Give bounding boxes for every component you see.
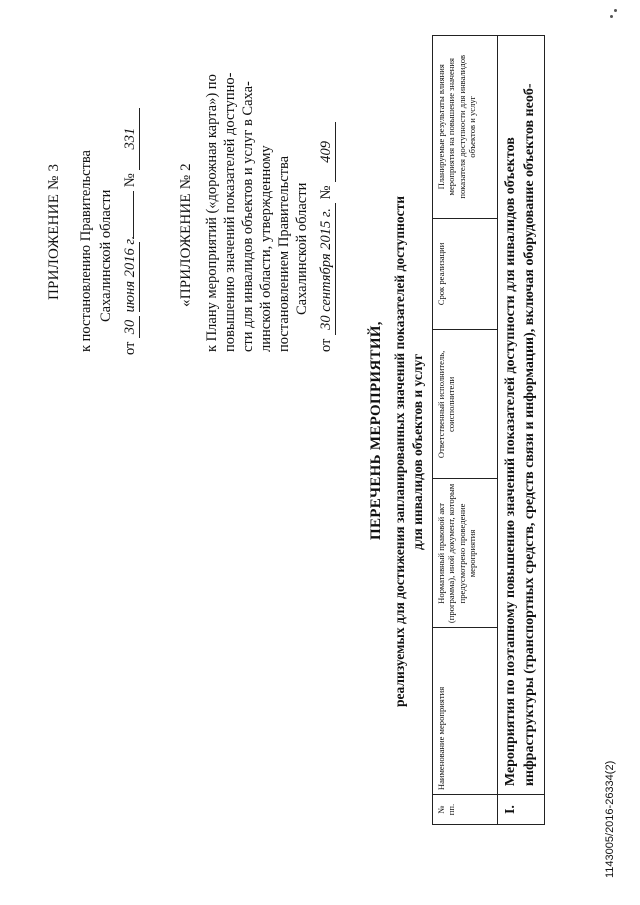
annex3-date-blank xyxy=(133,191,134,239)
annex2-date-line xyxy=(318,122,336,352)
annex2-date: 30 сентября 2015 г. xyxy=(318,203,336,335)
annex3-line1: к постановлению Правительства xyxy=(78,150,94,352)
annex3-number: 331 xyxy=(122,108,140,170)
table-header-row xyxy=(433,36,498,825)
scan-speck xyxy=(610,15,613,18)
annex3-title: ПРИЛОЖЕНИЕ № 3 xyxy=(46,163,62,300)
col-header-measure-name: Наименование мероприятия xyxy=(433,628,498,795)
annex2-number: 409 xyxy=(318,122,336,182)
annex3-line2: Сахалинской области xyxy=(98,189,114,322)
annex2-number-sign: № xyxy=(318,185,334,200)
col-header-deadline: Срок реализации xyxy=(433,218,498,330)
annex3-number-sign: № xyxy=(122,173,138,188)
annex2-line1: к Плану мероприятий («дорожная карта») по xyxy=(204,74,220,352)
list-subtitle-line1: реализуемых для достижения запланированных значений показателей доступности xyxy=(392,195,407,707)
col-header-planned-results: Планируемые результаты влияния мероприятия на повышение значения показателя доступности для инвалидов объектов и услуг xyxy=(433,36,498,219)
annex3-month-year: июня 2016 г. xyxy=(122,235,138,313)
annex2-date-prefix: от xyxy=(318,338,334,352)
annex2-title: «ПРИЛОЖЕНИЕ № 2 xyxy=(178,163,194,307)
col-header-legal-act: Нормативный правовой акт (программа), иной документ, которым предусмотрено проведение мероприятия xyxy=(433,479,498,628)
scan-speck xyxy=(614,9,617,12)
col-header-number: № пп. xyxy=(433,795,498,825)
section-heading-text: Мероприятия по поэтапному повышению значений показателей доступности для инвалидов объектов инфраструктуры (транспортных средств, средств связи и информации), включая оборудование объектов необ- xyxy=(498,36,545,795)
annex3-day: 30 xyxy=(122,316,140,338)
document-code: 1143005/2016-26334(2) xyxy=(604,760,616,878)
list-title: ПЕРЕЧЕНЬ МЕРОПРИЯТИЙ, xyxy=(368,321,384,540)
annex2-line2: повышению значений показателей доступно- xyxy=(222,72,238,352)
annex2-line3: сти для инвалидов объектов и услуг в Саха- xyxy=(240,81,256,352)
col-header-executor: Ответственный исполнитель, соисполнители xyxy=(433,330,498,479)
annex2-line4: линской области, утвержденному xyxy=(258,145,274,352)
annex2-line5: постановлением Правительства xyxy=(276,155,292,352)
annex2-line6: Сахалинской области xyxy=(294,182,310,315)
section-number: I. xyxy=(498,795,545,825)
table-section-row xyxy=(498,36,545,825)
annex3-date-prefix: от xyxy=(122,341,138,355)
measures-table xyxy=(432,35,545,825)
list-subtitle-line2: для инвалидов объектов и услуг xyxy=(410,353,425,550)
annex3-date-line xyxy=(122,108,140,355)
